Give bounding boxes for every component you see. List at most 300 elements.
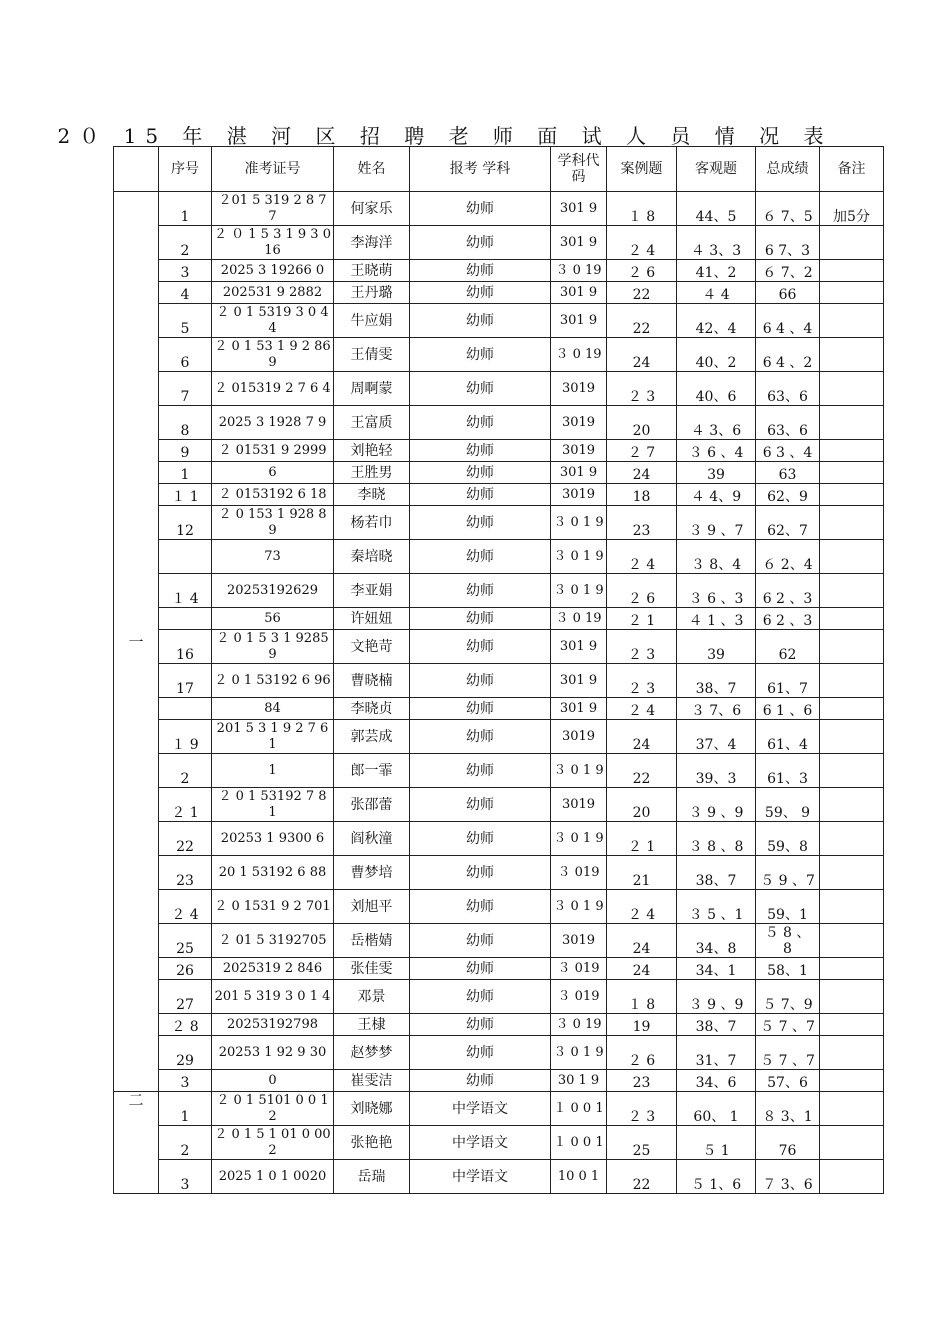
table-row (114, 372, 884, 406)
subject-cell: 中学语文 (410, 1092, 551, 1126)
header-ticket: 准考证号 (212, 147, 334, 192)
total-score-cell: ６ 2、4 (756, 540, 820, 574)
table-row (114, 720, 884, 754)
objective-score-cell: 38、7 (677, 856, 756, 890)
case-score-cell: 24 (607, 924, 677, 958)
name-cell: 王富质 (334, 406, 410, 440)
code-cell: ３ 0 1 9 (551, 574, 607, 608)
case-score-cell: １ 8 (607, 192, 677, 226)
case-score-cell: 18 (607, 484, 677, 506)
case-score-cell: ２ 3 (607, 664, 677, 698)
code-cell: 3019 (551, 924, 607, 958)
remark-cell (820, 226, 884, 260)
case-score-cell: ２ 4 (607, 698, 677, 720)
ticket-cell: 201 5 3 1 9 2 7 6 1 (212, 720, 334, 754)
total-score-cell: 63、6 (756, 372, 820, 406)
case-score-cell: 22 (607, 282, 677, 304)
header-group (114, 147, 159, 192)
name-cell: 何家乐 (334, 192, 410, 226)
code-cell: 3019 (551, 440, 607, 462)
name-cell: 郎一霏 (334, 754, 410, 788)
table-row (114, 1070, 884, 1092)
case-score-cell: ２ 6 (607, 260, 677, 282)
ticket-cell: 1 (212, 754, 334, 788)
name-cell: 刘艳轻 (334, 440, 410, 462)
remark-cell (820, 608, 884, 630)
total-score-cell: ５ 9 、7 (756, 856, 820, 890)
code-cell: 301 9 (551, 226, 607, 260)
total-score-cell: ５ 7 、7 (756, 1036, 820, 1070)
table-row (114, 540, 884, 574)
remark-cell (820, 788, 884, 822)
remark-cell (820, 1014, 884, 1036)
remark-cell (820, 1036, 884, 1070)
remark-cell (820, 440, 884, 462)
ticket-cell: ２ 0 1 53192 6 96 (212, 664, 334, 698)
name-cell: 郭芸成 (334, 720, 410, 754)
seq-cell: 1 (159, 192, 212, 226)
header-objective: 客观题 (677, 147, 756, 192)
ticket-cell: ２ 01531 9 2999 (212, 440, 334, 462)
seq-cell: 17 (159, 664, 212, 698)
case-score-cell: 24 (607, 958, 677, 980)
name-cell: 李亚娟 (334, 574, 410, 608)
objective-score-cell: 34、8 (677, 924, 756, 958)
name-cell: 王棣 (334, 1014, 410, 1036)
subject-cell: 幼师 (410, 608, 551, 630)
objective-score-cell: ４ 3、6 (677, 406, 756, 440)
ticket-cell: 84 (212, 698, 334, 720)
table-row (114, 226, 884, 260)
name-cell: 岳楷婧 (334, 924, 410, 958)
objective-score-cell: ３ 9 、9 (677, 788, 756, 822)
table-row (114, 822, 884, 856)
table-row (114, 608, 884, 630)
case-score-cell: 24 (607, 462, 677, 484)
case-score-cell: ２ 1 (607, 608, 677, 630)
ticket-cell: ２ 0 1 5 1 01 0 00 2 (212, 1126, 334, 1160)
subject-cell: 幼师 (410, 698, 551, 720)
ticket-cell: 0 (212, 1070, 334, 1092)
table-row (114, 192, 884, 226)
subject-cell: 幼师 (410, 664, 551, 698)
ticket-cell: ２ 0 1 53192 7 8 1 (212, 788, 334, 822)
seq-cell: 9 (159, 440, 212, 462)
total-score-cell: 58、1 (756, 958, 820, 980)
remark-cell (820, 484, 884, 506)
remark-cell (820, 506, 884, 540)
code-cell: ３ 0 19 (551, 1014, 607, 1036)
remark-cell (820, 406, 884, 440)
table-row (114, 1036, 884, 1070)
seq-cell: ２ 4 (159, 890, 212, 924)
code-cell: 301 9 (551, 304, 607, 338)
table-row (114, 698, 884, 720)
objective-score-cell: 38、7 (677, 1014, 756, 1036)
table-row (114, 1092, 884, 1126)
seq-cell: 2 (159, 226, 212, 260)
seq-cell: １ 9 (159, 720, 212, 754)
code-cell: 10 0 1 (551, 1160, 607, 1194)
seq-cell: 29 (159, 1036, 212, 1070)
code-cell: ３ 0 19 (551, 608, 607, 630)
table-row (114, 406, 884, 440)
total-score-cell: 6 4 、2 (756, 338, 820, 372)
seq-cell: 7 (159, 372, 212, 406)
table-row (114, 630, 884, 664)
subject-cell: 中学语文 (410, 1160, 551, 1194)
ticket-cell: 20253 1 9300 6 (212, 822, 334, 856)
subject-cell: 中学语文 (410, 1126, 551, 1160)
objective-score-cell: 37、4 (677, 720, 756, 754)
table-row (114, 788, 884, 822)
subject-cell: 幼师 (410, 754, 551, 788)
table-row (114, 1160, 884, 1194)
remark-cell (820, 1070, 884, 1092)
code-cell: ３ 0 1 9 (551, 822, 607, 856)
objective-score-cell: 44、5 (677, 192, 756, 226)
code-cell: 3019 (551, 406, 607, 440)
total-score-cell: 59、8 (756, 822, 820, 856)
subject-cell: 幼师 (410, 1014, 551, 1036)
total-score-cell: 6 2 、3 (756, 608, 820, 630)
seq-cell: 26 (159, 958, 212, 980)
name-cell: 刘旭平 (334, 890, 410, 924)
ticket-cell: ２ 0 1 5319 3 0 44 (212, 304, 334, 338)
case-score-cell: 25 (607, 1126, 677, 1160)
ticket-cell: 56 (212, 608, 334, 630)
header-case: 案例题 (607, 147, 677, 192)
remark-cell (820, 856, 884, 890)
table-row (114, 574, 884, 608)
objective-score-cell: ５ 1、6 (677, 1160, 756, 1194)
name-cell: 阎秋潼 (334, 822, 410, 856)
objective-score-cell: ３ 6 、3 (677, 574, 756, 608)
code-cell: 301 9 (551, 664, 607, 698)
seq-cell: １ 1 (159, 484, 212, 506)
subject-cell: 幼师 (410, 720, 551, 754)
remark-cell (820, 1092, 884, 1126)
subject-cell: 幼师 (410, 630, 551, 664)
case-score-cell: ２ 4 (607, 540, 677, 574)
ticket-cell: ２ 0 1 5101 0 0 12 (212, 1092, 334, 1126)
subject-cell: 幼师 (410, 440, 551, 462)
objective-score-cell: 34、6 (677, 1070, 756, 1092)
seq-cell (159, 540, 212, 574)
case-score-cell: ２ 4 (607, 226, 677, 260)
header-remark: 备注 (820, 147, 884, 192)
ticket-cell: 2025 3 19266 0 (212, 260, 334, 282)
case-score-cell: 23 (607, 506, 677, 540)
total-score-cell: ５ 7、9 (756, 980, 820, 1014)
case-score-cell: ２ 1 (607, 822, 677, 856)
case-score-cell: ２ 3 (607, 630, 677, 664)
seq-cell: 5 (159, 304, 212, 338)
total-score-cell: 59、 9 (756, 788, 820, 822)
code-cell: 3019 (551, 484, 607, 506)
ticket-cell: 2025 1 0 1 0020 (212, 1160, 334, 1194)
case-score-cell: 22 (607, 304, 677, 338)
ticket-cell: 202531 9 2882 (212, 282, 334, 304)
seq-cell: 23 (159, 856, 212, 890)
objective-score-cell: 39 (677, 462, 756, 484)
ticket-cell: 20 1 53192 6 88 (212, 856, 334, 890)
name-cell: 邓景 (334, 980, 410, 1014)
subject-cell: 幼师 (410, 890, 551, 924)
ticket-cell: 20253192798 (212, 1014, 334, 1036)
remark-cell (820, 924, 884, 958)
total-score-cell: ６ 7、2 (756, 260, 820, 282)
table-row (114, 1014, 884, 1036)
subject-cell: 幼师 (410, 226, 551, 260)
subject-cell: 幼师 (410, 958, 551, 980)
total-score-cell: 62 (756, 630, 820, 664)
seq-cell: 22 (159, 822, 212, 856)
remark-cell (820, 574, 884, 608)
subject-cell: 幼师 (410, 372, 551, 406)
ticket-cell: 20253192629 (212, 574, 334, 608)
name-cell: 秦培晓 (334, 540, 410, 574)
total-score-cell: 63 (756, 462, 820, 484)
total-score-cell: ５ 8 、 8 (756, 924, 820, 958)
subject-cell: 幼师 (410, 822, 551, 856)
name-cell: 曹梦培 (334, 856, 410, 890)
objective-score-cell: ４ 4 (677, 282, 756, 304)
name-cell: 杨若巾 (334, 506, 410, 540)
header-seq: 序号 (159, 147, 212, 192)
code-cell: ３ 0 19 (551, 338, 607, 372)
seq-cell: 4 (159, 282, 212, 304)
subject-cell: 幼师 (410, 192, 551, 226)
code-cell: ３ 019 (551, 980, 607, 1014)
table-row (114, 664, 884, 698)
objective-score-cell: 42、4 (677, 304, 756, 338)
objective-score-cell: 34、1 (677, 958, 756, 980)
ticket-cell: ２ 015319 2 7 6 4 (212, 372, 334, 406)
code-cell: 3019 (551, 372, 607, 406)
header-subject: 报考 学科 (410, 147, 551, 192)
code-cell: ３ 019 (551, 856, 607, 890)
subject-cell: 幼师 (410, 304, 551, 338)
subject-cell: 幼师 (410, 506, 551, 540)
subject-cell: 幼师 (410, 980, 551, 1014)
name-cell: 周啊蒙 (334, 372, 410, 406)
code-cell: ３ 0 1 9 (551, 890, 607, 924)
seq-cell: 3 (159, 1070, 212, 1092)
subject-cell: 幼师 (410, 1036, 551, 1070)
total-score-cell: 66 (756, 282, 820, 304)
code-cell: ３ 0 1 9 (551, 506, 607, 540)
remark-cell (820, 822, 884, 856)
name-cell: 刘晓娜 (334, 1092, 410, 1126)
case-score-cell: １ 8 (607, 980, 677, 1014)
total-score-cell: 62、7 (756, 506, 820, 540)
case-score-cell: ２ 6 (607, 574, 677, 608)
total-score-cell: 63、6 (756, 406, 820, 440)
seq-cell: ２ 8 (159, 1014, 212, 1036)
objective-score-cell: 41、2 (677, 260, 756, 282)
table-row (114, 282, 884, 304)
name-cell: 王晓萌 (334, 260, 410, 282)
ticket-cell: 20253 1 92 9 30 (212, 1036, 334, 1070)
table-row (114, 260, 884, 282)
total-score-cell: 76 (756, 1126, 820, 1160)
subject-cell: 幼师 (410, 484, 551, 506)
total-score-cell: 6 3 、4 (756, 440, 820, 462)
ticket-cell: 2025319 2 846 (212, 958, 334, 980)
code-cell: 301 9 (551, 192, 607, 226)
remark-cell (820, 720, 884, 754)
remark-cell (820, 304, 884, 338)
objective-score-cell: ３ 9 、7 (677, 506, 756, 540)
remark-cell (820, 698, 884, 720)
name-cell: 崔雯洁 (334, 1070, 410, 1092)
code-cell: 301 9 (551, 282, 607, 304)
table-row (114, 890, 884, 924)
subject-cell: 幼师 (410, 1070, 551, 1092)
name-cell: 张佳雯 (334, 958, 410, 980)
subject-cell: 幼师 (410, 282, 551, 304)
seq-cell: 3 (159, 1160, 212, 1194)
objective-score-cell: 39 (677, 630, 756, 664)
ticket-cell: ２01 5 319 2 8 7 7 (212, 192, 334, 226)
remark-cell (820, 980, 884, 1014)
name-cell: 张邵蕾 (334, 788, 410, 822)
seq-cell: 16 (159, 630, 212, 664)
name-cell: 许妞妞 (334, 608, 410, 630)
code-cell: ３ 0 1 9 (551, 540, 607, 574)
code-cell: ３ 0 1 9 (551, 754, 607, 788)
remark-cell (820, 754, 884, 788)
objective-score-cell: ３ 6 、4 (677, 440, 756, 462)
code-cell: ３ 019 (551, 958, 607, 980)
remark-cell (820, 338, 884, 372)
total-score-cell: 59、1 (756, 890, 820, 924)
name-cell: 张艳艳 (334, 1126, 410, 1160)
objective-score-cell: ３ 7、6 (677, 698, 756, 720)
subject-cell: 幼师 (410, 924, 551, 958)
group-cell: 二 (114, 1092, 159, 1194)
total-score-cell: 57、6 (756, 1070, 820, 1092)
table-row (114, 1126, 884, 1160)
seq-cell: 27 (159, 980, 212, 1014)
total-score-cell: 61、4 (756, 720, 820, 754)
code-cell: １ 0 0 1 (551, 1092, 607, 1126)
total-score-cell: 61、7 (756, 664, 820, 698)
name-cell: 赵梦梦 (334, 1036, 410, 1070)
ticket-cell: ２ 01 5 3192705 (212, 924, 334, 958)
remark-cell (820, 890, 884, 924)
ticket-cell: 2025 3 1928 7 9 (212, 406, 334, 440)
objective-score-cell: 39、3 (677, 754, 756, 788)
subject-cell: 幼师 (410, 462, 551, 484)
case-score-cell: 24 (607, 720, 677, 754)
remark-cell (820, 1126, 884, 1160)
name-cell: 李海洋 (334, 226, 410, 260)
ticket-cell: 6 (212, 462, 334, 484)
table-row (114, 924, 884, 958)
seq-cell: 2 (159, 754, 212, 788)
seq-cell: 25 (159, 924, 212, 958)
objective-score-cell: ３ 9 、9 (677, 980, 756, 1014)
total-score-cell: ８ 3、1 (756, 1092, 820, 1126)
objective-score-cell: ３ 8 、8 (677, 822, 756, 856)
remark-cell (820, 540, 884, 574)
table-row (114, 958, 884, 980)
code-cell: 301 9 (551, 462, 607, 484)
seq-cell: 2 (159, 1126, 212, 1160)
case-score-cell: 19 (607, 1014, 677, 1036)
objective-score-cell: ５ 1 (677, 1126, 756, 1160)
ticket-cell: ２ 0 1 53 1 9 2 86 9 (212, 338, 334, 372)
ticket-cell: 73 (212, 540, 334, 574)
total-score-cell: 6 2 、3 (756, 574, 820, 608)
code-cell: 301 9 (551, 630, 607, 664)
seq-cell: 3 (159, 260, 212, 282)
total-score-cell: 6 4 、4 (756, 304, 820, 338)
case-score-cell: 23 (607, 1070, 677, 1092)
seq-cell: 1 (159, 1092, 212, 1126)
case-score-cell: ２ 3 (607, 1092, 677, 1126)
total-score-cell: 61、3 (756, 754, 820, 788)
code-cell: 301 9 (551, 698, 607, 720)
header-name: 姓名 (334, 147, 410, 192)
name-cell: 王丹璐 (334, 282, 410, 304)
case-score-cell: 24 (607, 338, 677, 372)
name-cell: 文艳苛 (334, 630, 410, 664)
objective-score-cell: 40、2 (677, 338, 756, 372)
total-score-cell: 6 1 、6 (756, 698, 820, 720)
page-title: 2０ 15 年 湛 河 区 招 聘 老 师 面 试 人 员 情 况 表 (57, 124, 833, 148)
remark-cell (820, 462, 884, 484)
seq-cell: 6 (159, 338, 212, 372)
total-score-cell: ７ 3、6 (756, 1160, 820, 1194)
table-row (114, 754, 884, 788)
subject-cell: 幼师 (410, 788, 551, 822)
table-row (114, 304, 884, 338)
total-score-cell: 62、9 (756, 484, 820, 506)
case-score-cell: 20 (607, 406, 677, 440)
name-cell: 牛应娟 (334, 304, 410, 338)
header-row (114, 147, 884, 192)
ticket-cell: ２ 0153192 6 18 (212, 484, 334, 506)
code-cell: 30 1 9 (551, 1070, 607, 1092)
objective-score-cell: ３ 5 、1 (677, 890, 756, 924)
case-score-cell: ２ 7 (607, 440, 677, 462)
case-score-cell: ２ 6 (607, 1036, 677, 1070)
remark-cell (820, 1160, 884, 1194)
case-score-cell: 22 (607, 754, 677, 788)
remark-cell (820, 282, 884, 304)
remark-cell (820, 372, 884, 406)
objective-score-cell: ４ 3、3 (677, 226, 756, 260)
ticket-cell: ２ 0 1531 9 2 701 (212, 890, 334, 924)
subject-cell: 幼师 (410, 338, 551, 372)
code-cell: ３ 0 1 9 (551, 1036, 607, 1070)
group-cell: 一 (114, 192, 159, 1092)
table-row (114, 484, 884, 506)
name-cell: 李晓贞 (334, 698, 410, 720)
name-cell: 王倩雯 (334, 338, 410, 372)
header-total: 总成绩 (756, 147, 820, 192)
seq-cell: 1 (159, 462, 212, 484)
total-score-cell: ５ 7 、7 (756, 1014, 820, 1036)
name-cell: 李晓 (334, 484, 410, 506)
seq-cell: １ 4 (159, 574, 212, 608)
case-score-cell: 22 (607, 1160, 677, 1194)
header-code: 学科代码 (551, 147, 607, 192)
objective-score-cell: ３ 8、4 (677, 540, 756, 574)
